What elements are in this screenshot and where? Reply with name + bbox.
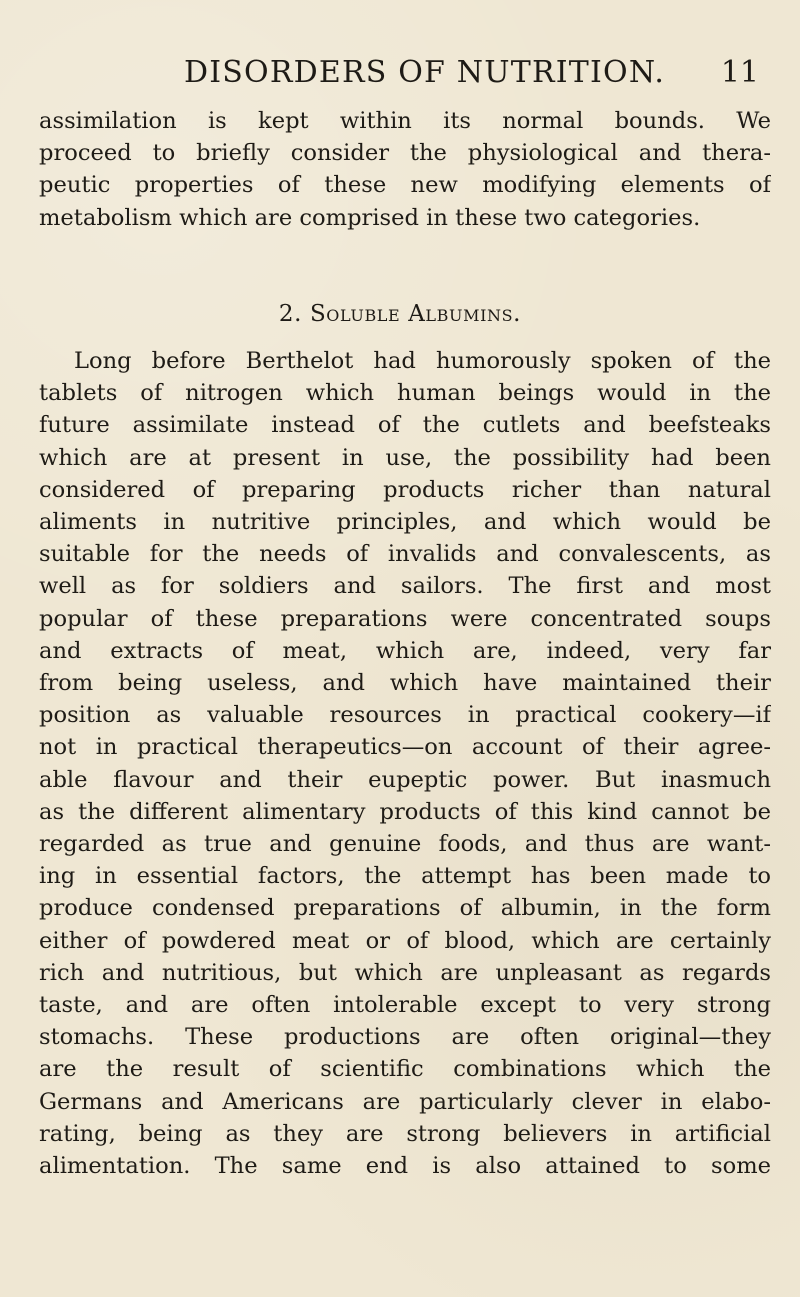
paragraph-2-line: which are at present in use, the possibility had been bbox=[39, 444, 771, 471]
paragraph-2-line: either of powdered meat or of blood, which are certainly bbox=[39, 927, 771, 954]
paragraph-2-line: alimentation. The same end is also attained to some bbox=[39, 1153, 771, 1180]
paragraph-1-line: metabolism which are comprised in these two categories. bbox=[39, 204, 701, 231]
paragraph-1 bbox=[39, 105, 771, 234]
paragraph-2-line: as the different alimentary products of this kind cannot be bbox=[39, 798, 771, 825]
paragraph-2-line: considered of preparing products richer than natural bbox=[39, 476, 771, 503]
paragraph-1-line: assimilation is kept within its normal bounds. We bbox=[39, 108, 771, 134]
paragraph-2-line: produce condensed preparations of albumin, in the form bbox=[39, 895, 771, 922]
paragraph-2-line: are the result of scientific combinations which the bbox=[39, 1056, 771, 1083]
paragraph-2-line: from being useless, and which have maintained their bbox=[39, 670, 771, 697]
running-title: DISORDERS OF NUTRITION. bbox=[184, 55, 666, 90]
section-heading: 2. Soluble Albumins. bbox=[278, 301, 522, 327]
paragraph-2-line: aliments in nutritive principles, and which would be bbox=[39, 509, 771, 536]
paragraph-2-line: position as valuable resources in practical cookery—if bbox=[39, 702, 771, 729]
paragraph-2-line: future assimilate instead of the cutlets and beefsteaks bbox=[39, 412, 771, 439]
paragraph-2-line: not in practical therapeutics—on account of their agree- bbox=[39, 734, 771, 761]
paragraph-2-line: rich and nutritious, but which are unpleasant as regards bbox=[39, 959, 771, 986]
paragraph-2-line: suitable for the needs of invalids and convalescents, as bbox=[39, 541, 771, 568]
page-number: 11 bbox=[720, 55, 759, 90]
paragraph-2 bbox=[39, 345, 771, 1182]
paragraph-2-line: Long before Berthelot had humorously spoken of the bbox=[74, 348, 771, 374]
paragraph-2-line: well as for soldiers and sailors. The first and most bbox=[39, 573, 771, 600]
paragraph-2-line: stomachs. These productions are often original—they bbox=[39, 1024, 771, 1051]
paragraph-1-line: peutic properties of these new modifying elements of bbox=[39, 172, 771, 199]
paragraph-1-line: proceed to briefly consider the physiological and thera- bbox=[39, 140, 771, 167]
paragraph-2-line: tablets of nitrogen which human beings would in the bbox=[39, 380, 771, 407]
paragraph-2-line: ing in essential factors, the attempt has been made to bbox=[39, 863, 771, 890]
paragraph-2-line: taste, and are often intolerable except to very strong bbox=[39, 992, 771, 1019]
paragraph-2-line: able flavour and their eupeptic power. But inasmuch bbox=[39, 766, 771, 793]
paragraph-2-line: and extracts of meat, which are, indeed, very far bbox=[39, 637, 771, 664]
paragraph-2-line: regarded as true and genuine foods, and thus are want- bbox=[39, 831, 771, 858]
paragraph-2-line: rating, being as they are strong believers in artificial bbox=[39, 1120, 771, 1147]
paragraph-2-line: popular of these preparations were concentrated soups bbox=[39, 605, 771, 632]
paragraph-2-line: Germans and Americans are particularly clever in elabo- bbox=[39, 1088, 771, 1115]
page-header bbox=[0, 55, 800, 98]
